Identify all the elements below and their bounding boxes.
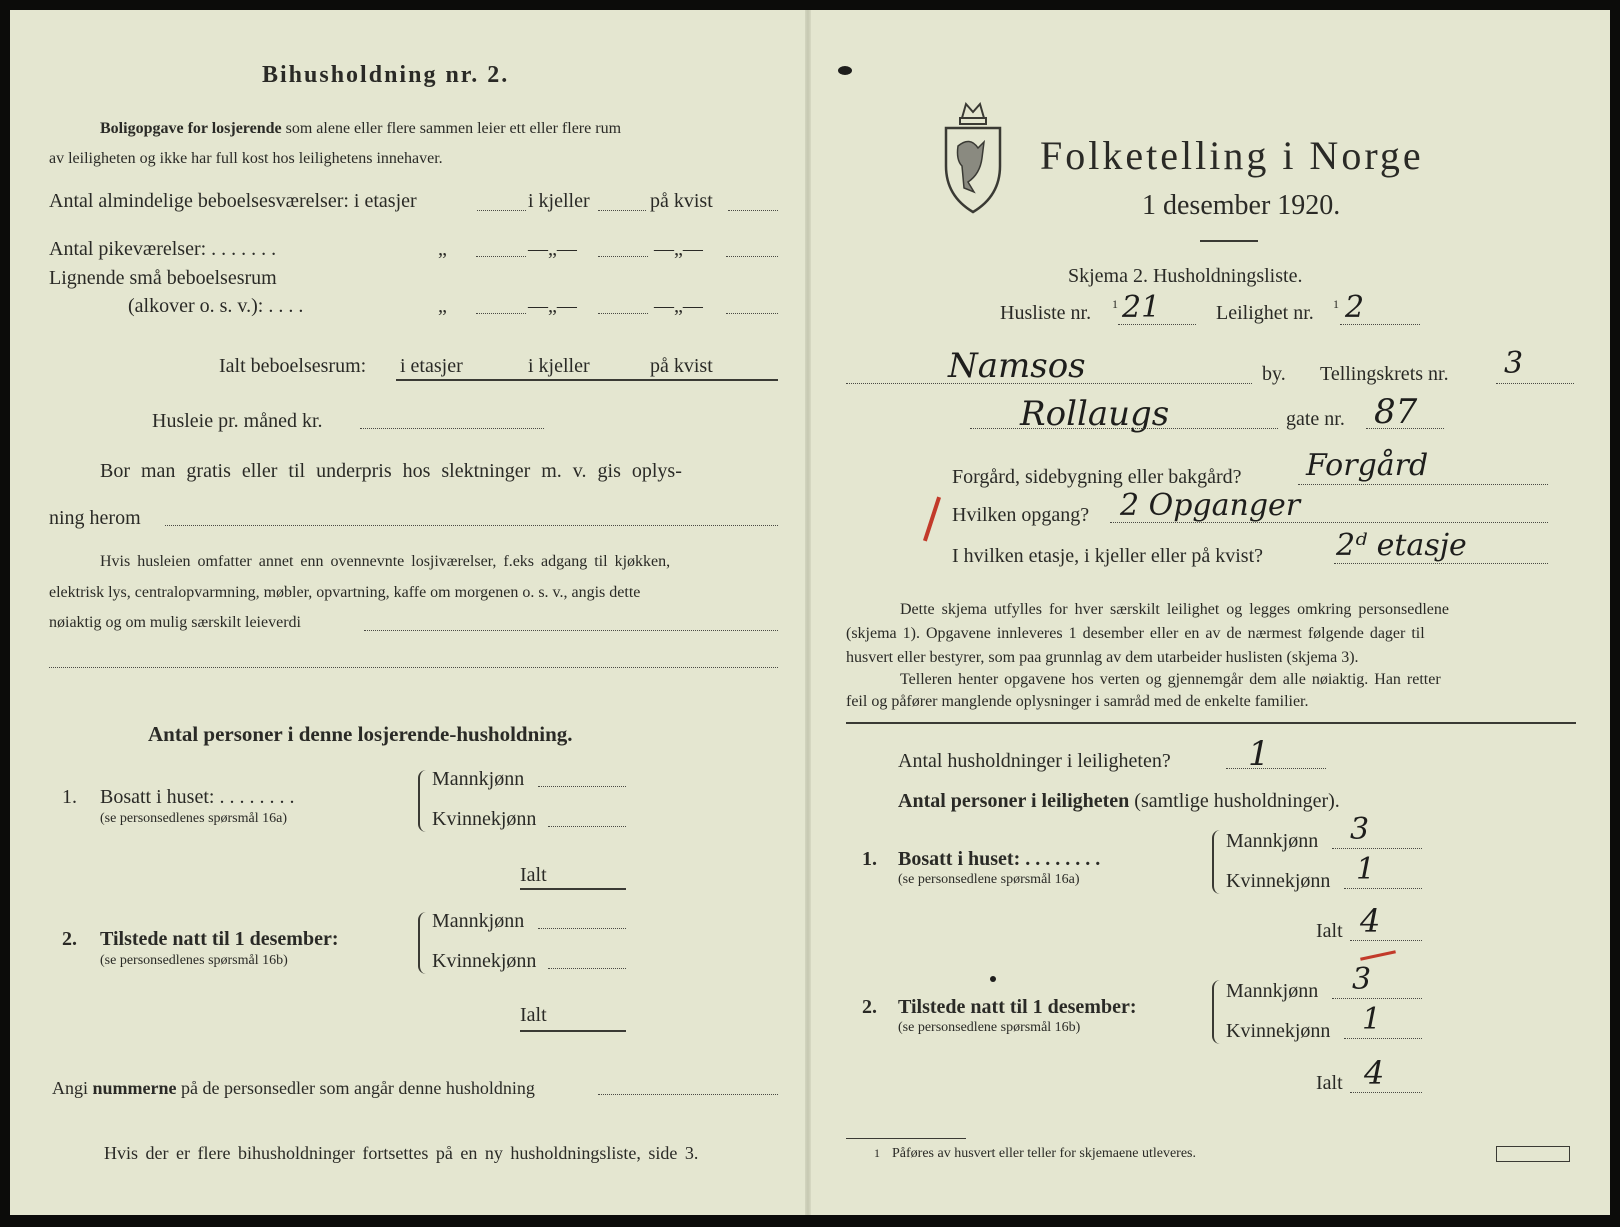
gate-field[interactable] <box>1366 428 1444 429</box>
gate-label: gate nr. <box>1286 408 1345 430</box>
small-rooms-label-2: (alkover o. s. v.): . . . . <box>128 295 304 317</box>
intro-bold: Boligopgave for losjerende <box>100 120 282 137</box>
forgaard-label: Forgård, sidebygning eller bakgård? <box>952 466 1242 488</box>
left-q1-brace <box>418 770 430 832</box>
ditto-mark: —„— <box>528 238 577 260</box>
rooms-etasjer-field[interactable] <box>477 210 526 211</box>
right-q1-total-field[interactable] <box>1350 940 1422 941</box>
city-value[interactable]: Namsos <box>948 346 1086 386</box>
left-q2-male-field[interactable] <box>538 928 626 929</box>
ditto-mark: —„— <box>654 295 703 317</box>
right-q1-total-value[interactable]: 4 <box>1360 902 1381 940</box>
pike-kjeller-field[interactable] <box>598 256 648 257</box>
info-text-5: feil og påfører manglende oplysninger i samråd med de enkelte familier. <box>846 693 1309 710</box>
footnote-mark: 1 <box>1112 297 1118 311</box>
angi-bold: nummerne <box>92 1078 177 1098</box>
extra-text-3: nøiaktig og om mulig særskilt leieverdi <box>49 614 301 631</box>
forgaard-field[interactable] <box>1298 484 1548 485</box>
small-kvist-field[interactable] <box>726 313 778 314</box>
households-field[interactable] <box>1226 768 1326 769</box>
footnote-rule <box>846 1138 966 1139</box>
etasje-field[interactable] <box>1334 563 1548 564</box>
page-fold <box>805 10 811 1215</box>
info-text-2: (skjema 1). Opgavene innleveres 1 desember eller en av de nærmest følgende dager til <box>846 625 1425 642</box>
total-rooms-rule <box>396 379 778 381</box>
pike-label: Antal pikeværelser: . . . . . . . <box>49 238 277 260</box>
intro-line-1 <box>100 120 621 138</box>
small-rooms-label-1: Lignende små beboelsesrum <box>49 267 277 289</box>
right-q1-num: 1. <box>862 848 877 870</box>
gate-value[interactable]: 87 <box>1374 392 1418 432</box>
krets-value[interactable]: 3 <box>1504 346 1524 381</box>
left-page-title: Bihusholdning nr. 2. <box>262 62 510 88</box>
left-q2-total-label: Ialt <box>520 1004 547 1026</box>
angi-post: på de personsedler som angår denne husholdning <box>181 1078 535 1098</box>
intro-line-2: av leiligheten og ikke har full kost hos leilighetens innehaver. <box>49 150 443 167</box>
right-q2-female-value[interactable]: 1 <box>1362 1002 1382 1037</box>
norway-coat-of-arms-icon <box>940 96 1006 216</box>
leilighet-field[interactable] <box>1340 324 1420 325</box>
left-q1-male-field[interactable] <box>538 786 626 787</box>
street-value[interactable]: Rollaugs <box>1020 394 1170 434</box>
leilighet-value[interactable]: 2 <box>1345 290 1365 325</box>
extra-text-2: elektrisk lys, centralopvarmning, møbler, opvartning, kaffe om morgenen o. s. v., angis dette <box>49 584 641 601</box>
husliste-label: Husliste nr. <box>1000 302 1092 324</box>
left-persons-heading: Antal personer i denne losjerende-husholdning. <box>148 722 573 746</box>
right-q1-total-label: Ialt <box>1316 920 1343 942</box>
left-q2-total-field[interactable] <box>520 1030 626 1032</box>
census-date: 1 desember 1920. <box>1142 190 1341 221</box>
ditto-mark: —„— <box>654 238 703 260</box>
right-q1-brace <box>1212 830 1224 894</box>
title-rule <box>1200 240 1258 242</box>
right-q1-label: Bosatt i huset: . . . . . . . . <box>898 848 1101 870</box>
rooms-kvist-field[interactable] <box>728 210 778 211</box>
left-q1-total-field[interactable] <box>520 888 626 890</box>
ink-dot <box>990 976 996 982</box>
footnote-mark: 1 <box>1333 297 1339 311</box>
angi-field[interactable] <box>598 1094 778 1095</box>
rent-label: Husleie pr. måned kr. <box>152 410 323 432</box>
right-q2-label: Tilstede natt til 1 desember: <box>898 996 1137 1018</box>
left-q2-female-field[interactable] <box>548 968 626 969</box>
street-field[interactable] <box>970 428 1278 429</box>
right-persons-heading <box>898 790 1340 813</box>
right-page-title: Folketelling i Norge <box>1040 133 1424 178</box>
left-q2-label: Tilstede natt til 1 desember: <box>100 928 339 950</box>
ditto-mark: „ <box>438 238 447 260</box>
left-q1-female-label: Kvinnekjønn <box>432 808 537 830</box>
rooms-kjeller-field[interactable] <box>598 210 646 211</box>
right-q1-female-label: Kvinnekjønn <box>1226 870 1331 892</box>
total-etasjer-label: i etasjer <box>400 355 463 377</box>
angi-pre: Angi <box>52 1078 88 1098</box>
intro-rest: som alene eller flere sammen leier ett eller flere rum <box>285 120 622 137</box>
right-q2-male-value[interactable]: 3 <box>1352 962 1372 997</box>
left-q2-num: 2. <box>62 928 77 950</box>
right-q1-female-value[interactable]: 1 <box>1356 852 1376 887</box>
pike-kvist-field[interactable] <box>726 256 778 257</box>
opgang-label: Hvilken opgang? <box>952 504 1090 526</box>
opgang-field[interactable] <box>1110 522 1548 523</box>
leilighet-label: Leilighet nr. <box>1216 302 1314 324</box>
angi-text <box>52 1078 535 1099</box>
schema-label: Skjema 2. Husholdningsliste. <box>1068 265 1303 287</box>
printer-stamp <box>1496 1146 1570 1162</box>
ditto-mark: —„— <box>528 295 577 317</box>
right-q2-male-field[interactable] <box>1332 998 1422 999</box>
right-q2-total-label: Ialt <box>1316 1072 1343 1094</box>
right-q2-num: 2. <box>862 996 877 1018</box>
left-q2-male-label: Mannkjønn <box>432 910 525 932</box>
households-value[interactable]: 1 <box>1248 734 1270 774</box>
right-q2-male-label: Mannkjønn <box>1226 980 1319 1002</box>
total-kjeller-label: i kjeller <box>528 355 590 377</box>
left-q1-num: 1. <box>62 786 77 808</box>
krets-label: Tellingskrets nr. <box>1320 363 1449 385</box>
krets-field[interactable] <box>1496 383 1574 384</box>
households-label: Antal husholdninger i leiligheten? <box>898 750 1171 772</box>
ditto-mark: „ <box>438 295 447 317</box>
extra-text-1: Hvis husleien omfatter annet enn ovennevnte losjiværelser, f.eks adgang til kjøkken, <box>100 553 671 570</box>
small-etasjer-field[interactable] <box>476 313 526 314</box>
section-rule <box>846 722 1576 724</box>
right-q2-female-label: Kvinnekjønn <box>1226 1020 1331 1042</box>
right-q2-brace <box>1212 980 1224 1044</box>
info-text-1: Dette skjema utfylles for hver særskilt leilighet og legges omkring personsedlene <box>900 601 1449 618</box>
small-kjeller-field[interactable] <box>598 313 648 314</box>
city-field[interactable] <box>846 383 1252 384</box>
gratis-text-2: ning herom <box>49 507 141 529</box>
husliste-value[interactable]: 21 <box>1122 290 1161 325</box>
left-q1-sub: (se personsedlenes spørsmål 16a) <box>100 811 288 826</box>
left-q1-total-label: Ialt <box>520 864 547 886</box>
right-q1-male-field[interactable] <box>1332 848 1422 849</box>
info-text-4: Telleren henter opgavene hos verten og gjennemgår dem alle nøiaktig. Han retter <box>900 671 1441 688</box>
info-text-3: husvert eller bestyrer, som paa grunnlag av dem utarbeider huslisten (skjema 3). <box>846 649 1359 666</box>
left-q2-sub: (se personsedlenes spørsmål 16b) <box>100 953 288 968</box>
total-kvist-label: på kvist <box>650 355 713 377</box>
persons-heading-rest: (samtlige husholdninger). <box>1134 790 1340 812</box>
right-q1-sub: (se personsedlene spørsmål 16a) <box>898 872 1080 887</box>
by-label: by. <box>1262 363 1286 385</box>
forgaard-value[interactable]: Forgård <box>1306 448 1429 483</box>
etasje-label: I hvilken etasje, i kjeller eller på kvist? <box>952 545 1263 567</box>
left-footer-note: Hvis der er flere bihusholdninger fortsettes på en ny husholdningsliste, side 3. <box>104 1143 699 1163</box>
total-rooms-label: Ialt beboelsesrum: <box>219 355 367 377</box>
left-q1-label: Bosatt i huset: . . . . . . . . <box>100 786 295 808</box>
etasje-value[interactable]: 2ᵈ etasje <box>1336 528 1467 563</box>
gratis-text-1: Bor man gratis eller til underpris hos slektninger m. v. gis oplys- <box>100 460 682 482</box>
left-q1-male-label: Mannkjønn <box>432 768 525 790</box>
footnote-text: Påføres av husvert eller teller for skjemaene utleveres. <box>892 1146 1196 1161</box>
right-q2-total-value[interactable]: 4 <box>1364 1054 1385 1092</box>
right-q1-female-field[interactable] <box>1344 888 1422 889</box>
right-q2-female-field[interactable] <box>1344 1038 1422 1039</box>
right-q1-male-value[interactable]: 3 <box>1350 812 1370 847</box>
husliste-field[interactable] <box>1118 324 1196 325</box>
left-q1-female-field[interactable] <box>548 826 626 827</box>
right-q1-male-label: Mannkjønn <box>1226 830 1319 852</box>
right-q2-total-field[interactable] <box>1350 1092 1422 1093</box>
left-q2-female-label: Kvinnekjønn <box>432 950 537 972</box>
opgang-value[interactable]: 2 Opganger <box>1120 488 1301 523</box>
rent-field[interactable] <box>360 428 544 429</box>
rooms-kjeller-label: i kjeller <box>528 190 590 212</box>
left-q2-brace <box>418 912 430 974</box>
leieverdi-field-2[interactable] <box>49 667 778 668</box>
rooms-label: Antal almindelige beboelsesværelser: i etasjer <box>49 190 417 212</box>
pike-etasjer-field[interactable] <box>476 256 526 257</box>
persons-heading-bold: Antal personer i leiligheten <box>898 790 1130 812</box>
rooms-kvist-label: på kvist <box>650 190 713 212</box>
leieverdi-field[interactable] <box>364 630 778 631</box>
right-q2-sub: (se personsedlene spørsmål 16b) <box>898 1020 1081 1035</box>
gratis-field[interactable] <box>165 525 778 526</box>
ink-blot <box>838 66 852 75</box>
footnote-mark: 1 <box>874 1146 880 1160</box>
